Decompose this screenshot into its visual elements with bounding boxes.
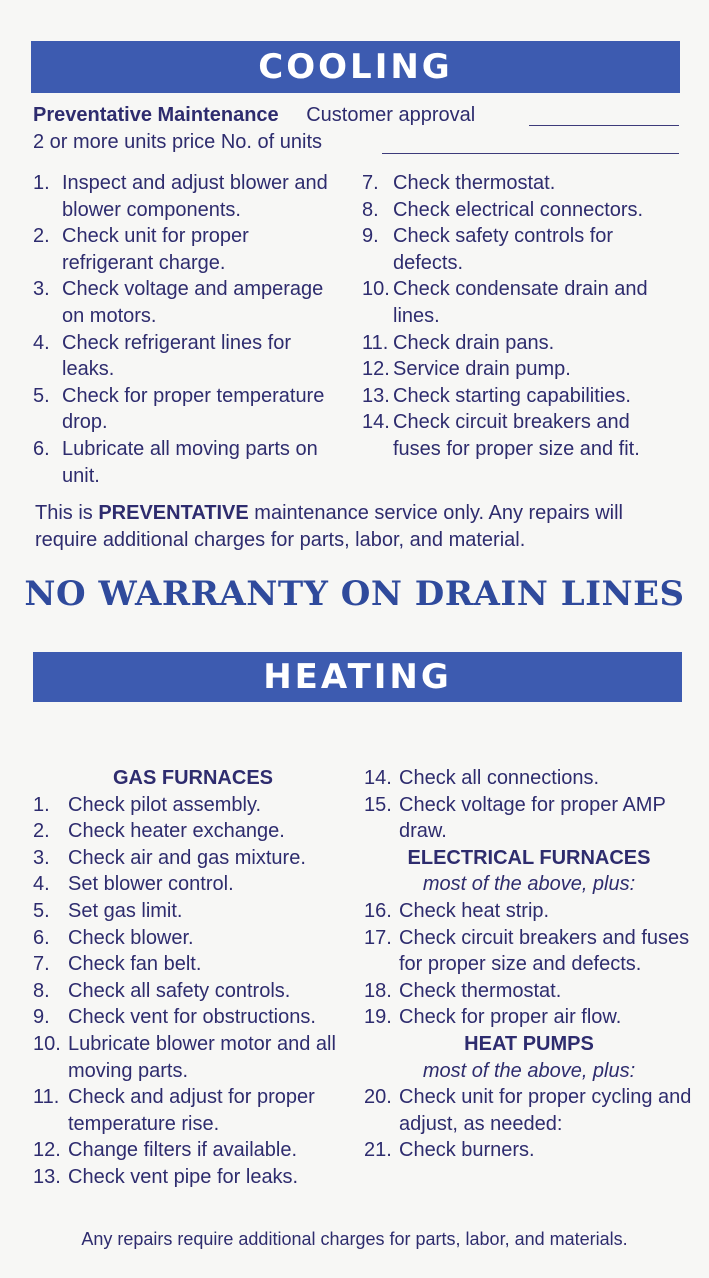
pm-label: Preventative Maintenance [33, 104, 279, 126]
list-item [33, 170, 333, 223]
list-item [33, 925, 353, 952]
item-number: 10. [33, 1032, 61, 1055]
warranty-heading: NO WARRANTY ON DRAIN LINES [24, 574, 685, 614]
item-text: Check vent for obstructions. [68, 1006, 316, 1029]
item-text: Check starting capabilities. [393, 384, 631, 407]
footer-note: Any repairs require additional charges for parts, labor, and materials. [81, 1229, 628, 1249]
pm-row [33, 104, 475, 127]
gas-furnaces-list-continued [364, 765, 694, 845]
list-item [33, 978, 353, 1005]
item-text: Check drain pans. [393, 331, 555, 354]
list-item [33, 276, 333, 329]
item-text: Check circuit breakers and fuses for proper size and fit. [393, 411, 640, 460]
electrical-furnaces-list [364, 898, 694, 1031]
units-field[interactable] [382, 153, 679, 154]
item-text: Check vent pipe for leaks. [68, 1165, 299, 1188]
list-item [362, 356, 682, 383]
list-item [364, 978, 694, 1005]
item-text: Check electrical connectors. [393, 198, 644, 221]
item-number: 11. [33, 1086, 60, 1109]
item-number: 13. [33, 1165, 61, 1188]
item-text: Check for proper air flow. [399, 1006, 622, 1029]
item-text: Check condensate drain and lines. [393, 278, 648, 327]
item-number: 6. [33, 926, 50, 949]
list-item [362, 276, 682, 329]
item-text: Check unit for proper refrigerant charge. [62, 225, 249, 274]
list-item [33, 1137, 353, 1164]
list-item [33, 436, 333, 489]
item-text: Check all connections. [399, 767, 600, 789]
cooling-list-right [362, 170, 682, 463]
cooling-list-left [33, 170, 333, 489]
list-item [362, 223, 682, 276]
note-text-pre: This is [35, 502, 99, 524]
item-number: 16. [364, 899, 392, 922]
item-number: 3. [33, 846, 50, 869]
item-text: Inspect and adjust blower and blower components. [62, 172, 328, 221]
item-number: 10. [362, 278, 390, 301]
note-text-bold: PREVENTATIVE [98, 502, 249, 524]
item-text: Check heat strip. [399, 899, 550, 922]
item-number: 17. [364, 926, 392, 949]
list-item [362, 197, 682, 224]
item-text: Check and adjust for proper temperature rise. [68, 1086, 315, 1135]
item-number: 12. [33, 1139, 61, 1162]
electrical-furnaces-heading: ELECTRICAL FURNACES [407, 846, 651, 869]
item-text: Check heater exchange. [68, 820, 285, 843]
heating-right-column [364, 765, 694, 1164]
item-number: 9. [33, 1006, 50, 1029]
item-number: 1. [33, 172, 50, 194]
item-text: Lubricate all moving parts on unit. [62, 437, 318, 487]
cooling-banner [31, 41, 680, 93]
gas-furnaces-column [33, 765, 353, 1191]
heat-pumps-list [364, 1084, 694, 1164]
list-item [33, 951, 353, 978]
item-text: Check blower. [68, 926, 194, 949]
item-number: 13. [362, 384, 390, 407]
item-text: Check thermostat. [393, 172, 556, 194]
item-text: Check air and gas mixture. [68, 846, 306, 869]
item-number: 2. [33, 820, 50, 843]
list-item [364, 765, 694, 792]
list-item [33, 1031, 353, 1084]
list-item [33, 898, 353, 925]
electrical-furnaces-subheading: most of the above, plus: [422, 873, 636, 896]
preventative-note [35, 500, 685, 554]
item-text: Change filters if available. [68, 1139, 298, 1162]
item-number: 7. [33, 953, 50, 976]
item-text: Lubricate blower motor and all moving parts. [68, 1032, 336, 1082]
item-number: 4. [33, 331, 50, 354]
note-text-post: maintenance service only. Any repairs will require additional charges for parts, labor, and material. [35, 502, 623, 551]
list-item [33, 383, 333, 436]
item-text: Check safety controls for defects. [393, 225, 614, 274]
item-number: 21. [364, 1139, 392, 1162]
list-item [33, 1084, 353, 1137]
item-text: Check pilot assembly. [68, 793, 262, 816]
list-item [33, 223, 333, 276]
list-item [362, 330, 682, 357]
cooling-title: COOLING [258, 47, 453, 87]
list-item [33, 330, 333, 383]
list-item [364, 925, 694, 978]
gas-furnaces-list [33, 792, 353, 1191]
item-text: Check unit for proper cycling and adjust, as needed: [399, 1086, 692, 1135]
item-number: 7. [362, 172, 379, 194]
list-item [33, 871, 353, 898]
customer-approval-label: Customer approval [306, 104, 476, 126]
item-number: 14. [362, 411, 390, 434]
item-number: 6. [33, 437, 50, 460]
item-number: 5. [33, 384, 50, 407]
list-item [33, 818, 353, 845]
list-item [362, 170, 682, 197]
item-text: Check voltage for proper AMP draw. [399, 793, 666, 843]
heating-title: HEATING [263, 657, 452, 697]
heating-banner [33, 652, 682, 702]
list-item [33, 1004, 353, 1031]
units-row [33, 131, 322, 154]
list-item [364, 1084, 694, 1137]
list-item [364, 1004, 694, 1031]
list-item [33, 1164, 353, 1191]
item-text: Check circuit breakers and fuses for proper size and defects. [399, 926, 690, 976]
list-item [33, 845, 353, 872]
list-item [33, 792, 353, 819]
units-label: 2 or more units price No. of units [33, 131, 323, 153]
item-number: 1. [33, 793, 50, 816]
item-number: 2. [33, 225, 50, 248]
item-number: 19. [364, 1006, 392, 1029]
list-item [362, 383, 682, 410]
list-item [362, 409, 682, 462]
gas-furnaces-heading: GAS FURNACES [112, 767, 273, 789]
item-text: Service drain pump. [393, 358, 571, 381]
heat-pumps-subheading: most of the above, plus: [422, 1059, 636, 1082]
item-text: Check voltage and amperage on motors. [62, 278, 324, 327]
item-text: Set blower control. [68, 873, 234, 896]
item-number: 3. [33, 278, 50, 301]
customer-approval-field[interactable] [529, 125, 679, 126]
item-number: 18. [364, 979, 392, 1002]
item-number: 11. [362, 331, 389, 354]
item-number: 8. [33, 979, 50, 1002]
list-item [364, 898, 694, 925]
item-text: Check refrigerant lines for leaks. [62, 331, 291, 381]
heat-pumps-heading: HEAT PUMPS [464, 1032, 594, 1055]
item-number: 9. [362, 225, 379, 248]
item-number: 8. [362, 198, 379, 221]
item-number: 5. [33, 899, 50, 922]
item-text: Check burners. [399, 1139, 535, 1162]
list-item [364, 792, 694, 845]
item-text: Check for proper temperature drop. [62, 384, 325, 434]
item-number: 12. [362, 358, 390, 381]
item-number: 4. [33, 873, 50, 896]
item-number: 15. [364, 793, 392, 816]
item-number: 20. [364, 1086, 392, 1109]
list-item [364, 1137, 694, 1164]
item-text: Check thermostat. [399, 979, 562, 1002]
item-text: Check all safety controls. [68, 979, 291, 1002]
item-text: Check fan belt. [68, 953, 202, 976]
item-text: Set gas limit. [68, 899, 183, 922]
item-number: 14. [364, 767, 392, 789]
